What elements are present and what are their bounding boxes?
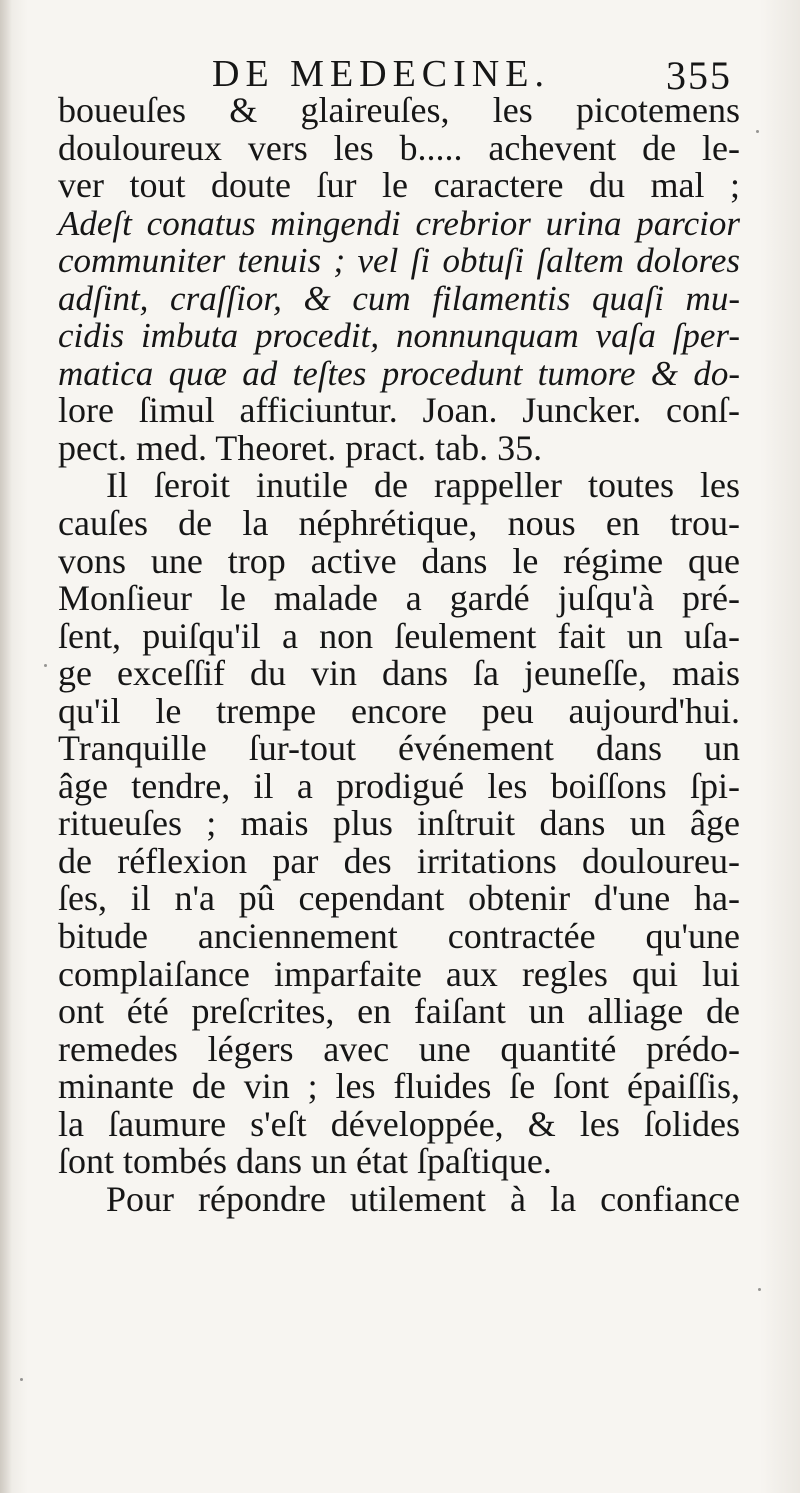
text-line: de réflexion par des irritations douloureu- bbox=[58, 840, 740, 881]
latin-quote-line: cidis imbuta procedit, nonnunquam vaſa ſper- bbox=[58, 316, 740, 356]
text-line: ſent, puiſqu'il a non ſeulement fait un uſa- bbox=[58, 615, 740, 656]
text-line: vons une trop active dans le régime que bbox=[58, 540, 740, 581]
text-line: complaiſance imparfaite aux regles qui lui bbox=[58, 953, 740, 994]
text-line: ritueuſes ; mais plus inſtruit dans un âge bbox=[58, 803, 740, 844]
latin-quote-line: communiter tenuis ; vel ſi obtuſi ſaltem dolores bbox=[58, 241, 740, 281]
page-number: 355 bbox=[666, 53, 732, 98]
text-line: remedes légers avec une quantité prédo- bbox=[58, 1028, 740, 1069]
text-line: âge tendre, il a prodigué les boiſſons ſpi- bbox=[58, 765, 740, 806]
latin-quote-line: adſint, craſſior, & cum filamentis quaſi mu- bbox=[58, 278, 740, 318]
text-line: minante de vin ; les fluides ſe ſont épaiſſis, bbox=[58, 1066, 740, 1107]
text-line: Tranquille ſur-tout événement dans un bbox=[58, 728, 740, 769]
running-head: DE MEDECINE. bbox=[212, 53, 550, 95]
text-line: ont été preſcrites, en faiſant un alliage de bbox=[58, 991, 740, 1032]
paragraph-first-line: Pour répondre utilement à la confiance bbox=[106, 1178, 740, 1219]
paragraph-last-line: ſont tombés dans un état ſpaſtique. bbox=[58, 1141, 552, 1182]
text-line: ver tout doute ſur le caractere du mal ; bbox=[58, 165, 740, 206]
ink-speck bbox=[756, 130, 759, 133]
text-line: Monſieur le malade a gardé juſqu'à pré- bbox=[58, 578, 740, 619]
ink-speck bbox=[20, 1378, 23, 1381]
text-line: ſes, il n'a pû cependant obtenir d'une ha- bbox=[58, 878, 740, 919]
page-gutter-shadow bbox=[0, 0, 12, 1493]
citation-line: pect. med. Theoret. pract. tab. 35. bbox=[58, 427, 543, 468]
text-line: cauſes de la néphrétique, nous en trou- bbox=[58, 503, 740, 544]
text-line: la ſaumure s'eſt développée, & les ſolides bbox=[58, 1103, 740, 1144]
text-line: qu'il le trempe encore peu aujourd'hui. bbox=[58, 690, 740, 731]
text-line: bitude anciennement contractée qu'une bbox=[58, 916, 740, 957]
text-line: ge exceſſif du vin dans ſa jeuneſſe, mais bbox=[58, 653, 740, 694]
ink-speck bbox=[758, 1288, 761, 1291]
latin-quote-line: matica quæ ad teſtes procedunt tumore & do- bbox=[58, 353, 740, 393]
latin-quote-line: Adeſt conatus mingendi crebrior urina parcior bbox=[58, 203, 740, 243]
paragraph-first-line: Il ſeroit inutile de rappeller toutes les bbox=[106, 465, 740, 506]
citation-line: lore ſimul afficiuntur. Joan. Juncker. conſ- bbox=[58, 390, 740, 431]
text-line: boueuſes & glaireuſes, les picotemens bbox=[58, 90, 740, 130]
text-line: douloureux vers les b..... achevent de le- bbox=[58, 127, 740, 168]
body-text bbox=[58, 92, 740, 1218]
ink-speck bbox=[44, 664, 47, 667]
